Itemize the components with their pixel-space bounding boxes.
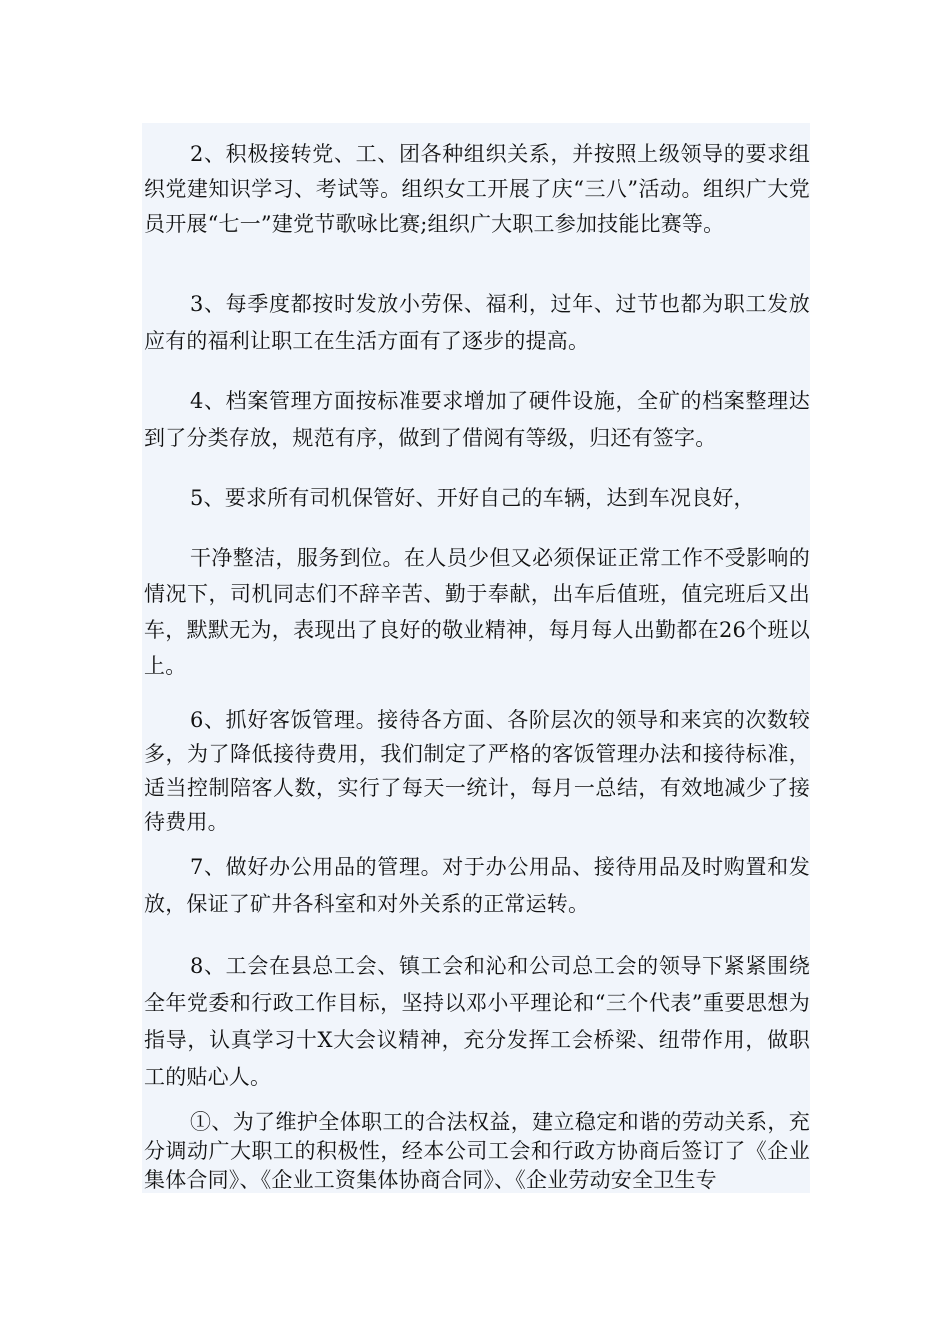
paragraph-item-7: 7、做好办公用品的管理。对于办公用品、接待用品及时购置和发放，保证了矿井各科室和对外关系的正常运转。	[144, 855, 810, 916]
paragraph-item-4: 4、档案管理方面按标准要求增加了硬件设施，全矿的档案整理达到了分类存放，规范有序，做到了借阅有等级，归还有签字。	[144, 389, 810, 450]
paragraph-item-3: 3、每季度都按时发放小劳保、福利，过年、过节也都为职工发放应有的福利让职工在生活方面有了逐步的提高。	[144, 292, 810, 353]
paragraph-item-5: 5、要求所有司机保管好、开好自己的车辆，达到车况良好，	[190, 486, 755, 510]
paragraph-item-6: 6、抓好客饭管理。接待各方面、各阶层次的领导和来宾的次数较多，为了降低接待费用，我们制定了严格的客饭管理办法和接待标准，适当控制陪客人数，实行了每天一统计，每月一总结，有效地减少了接待费用。	[144, 708, 810, 834]
paragraph-subitem-1: ①、为了维护全体职工的合法权益，建立稳定和谐的劳动关系，充分调动广大职工的积极性，经本公司工会和行政方协商后签订了《企业集体合同》、《企业工资集体协商合同》、《企业劳动安全卫生专	[144, 1110, 810, 1192]
paragraph-item-8: 8、工会在县总工会、镇工会和沁和公司总工会的领导下紧紧围绕全年党委和行政工作目标，坚持以邓小平理论和“三个代表”重要思想为指导，认真学习十X大会议精神，充分发挥工会桥梁、纽带作用，做职工的贴心人。	[144, 954, 810, 1089]
paragraph-item-2: 2、积极接转党、工、团各种组织关系，并按照上级领导的要求组织党建知识学习、考试等。组织女工开展了庆“三八”活动。组织广大党员开展“七一”建党节歌咏比赛;组织广大职工参加技能比赛等。	[144, 142, 810, 236]
document-body	[142, 123, 810, 1193]
paragraph-item-5-continued: 干净整洁，服务到位。在人员少但又必须保证正常工作不受影响的情况下，司机同志们不辞辛苦、勤于奉献，出车后值班，值完班后又出车，默默无为，表现出了良好的敬业精神，每月每人出勤都在26个班以上。	[144, 546, 810, 678]
